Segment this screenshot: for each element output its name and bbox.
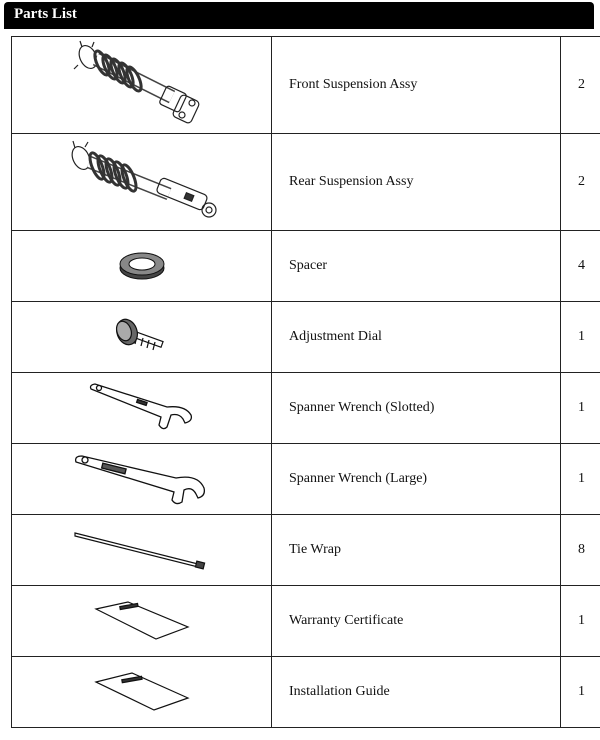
spacer-icon — [112, 246, 172, 286]
rear-suspension-icon — [57, 136, 227, 228]
part-image-cell — [12, 586, 272, 657]
part-image-cell — [12, 373, 272, 444]
table-row — [12, 515, 600, 586]
section-header — [4, 2, 594, 29]
tie-wrap-icon — [72, 530, 212, 570]
parts-table — [11, 36, 600, 728]
part-quantity: 2 — [561, 134, 600, 231]
spanner-wrench-large-icon — [72, 452, 212, 506]
table-row — [12, 373, 600, 444]
part-quantity: 4 — [561, 231, 600, 302]
part-name: Spacer — [272, 231, 561, 302]
part-image-cell — [12, 444, 272, 515]
part-name: Warranty Certificate — [272, 586, 561, 657]
part-name: Spanner Wrench (Large) — [272, 444, 561, 515]
table-row — [12, 444, 600, 515]
part-image-cell — [12, 302, 272, 373]
table-row — [12, 586, 600, 657]
part-name: Adjustment Dial — [272, 302, 561, 373]
part-quantity: 1 — [561, 302, 600, 373]
section-title: Parts List — [14, 6, 77, 22]
table-row — [12, 134, 600, 231]
part-image-cell — [12, 515, 272, 586]
part-quantity: 1 — [561, 657, 600, 728]
table-row — [12, 231, 600, 302]
part-name: Tie Wrap — [272, 515, 561, 586]
table-row — [12, 302, 600, 373]
part-image-cell — [12, 134, 272, 231]
part-image-cell — [12, 37, 272, 134]
warranty-certificate-icon — [92, 599, 192, 643]
part-quantity: 1 — [561, 586, 600, 657]
front-suspension-icon — [62, 39, 222, 131]
part-image-cell — [12, 231, 272, 302]
installation-guide-icon — [92, 670, 192, 714]
part-name: Installation Guide — [272, 657, 561, 728]
table-row — [12, 37, 600, 134]
part-quantity: 1 — [561, 444, 600, 515]
part-quantity: 2 — [561, 37, 600, 134]
part-image-cell — [12, 657, 272, 728]
spanner-wrench-slotted-icon — [87, 381, 197, 435]
part-quantity: 1 — [561, 373, 600, 444]
part-quantity: 8 — [561, 515, 600, 586]
part-name: Front Suspension Assy — [272, 37, 561, 134]
adjustment-dial-icon — [107, 312, 177, 362]
part-name: Rear Suspension Assy — [272, 134, 561, 231]
part-name: Spanner Wrench (Slotted) — [272, 373, 561, 444]
table-row — [12, 657, 600, 728]
